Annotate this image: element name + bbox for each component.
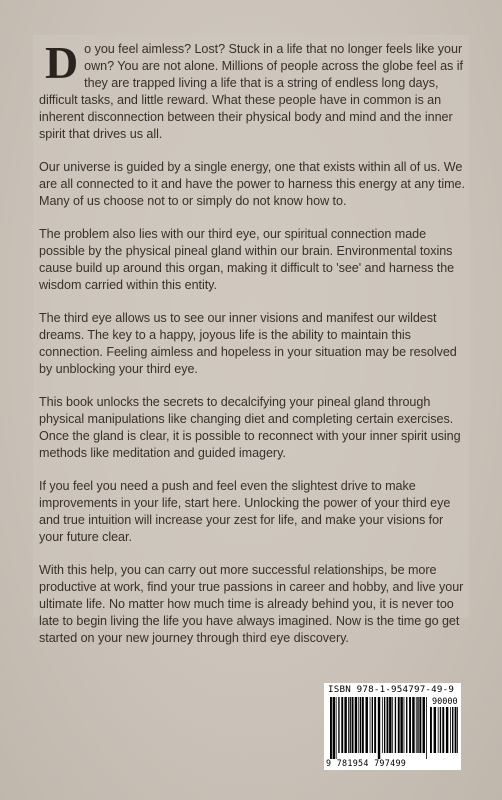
drop-cap: D <box>45 37 79 88</box>
barcode-bar <box>338 697 339 753</box>
barcode-addon-bars <box>430 707 458 759</box>
barcode-bar <box>416 697 417 753</box>
blurb-paragraph-1 <box>39 37 469 143</box>
barcode-bar <box>360 697 361 753</box>
barcode-bar <box>374 697 376 753</box>
barcode-bar <box>387 697 389 753</box>
barcode-bar <box>426 697 427 759</box>
price-code: 90000 <box>432 697 458 707</box>
barcode-bar <box>350 697 351 753</box>
barcode-bar <box>384 697 385 753</box>
isbn-label: ISBN 978-1-954797-49-9 <box>328 684 455 695</box>
barcode-bar <box>348 697 349 753</box>
barcode-bar <box>440 707 441 753</box>
barcode-bar <box>372 697 373 753</box>
barcode-bar <box>417 697 418 753</box>
barcode-bar <box>333 697 335 759</box>
barcode-bar <box>455 707 457 753</box>
blurb-paragraph-6: If you feel you need a push and feel even the slightest drive to make improvements in your life, start here. Unlocking the power of your third eye and true intuition will increase your zest for life, and make your visions for your future clear. <box>39 479 451 544</box>
barcode-bar <box>398 697 400 753</box>
blurb-paragraph-2: Our universe is guided by a single energy, one that exists within all of us. We are all connected to it and have the power to harness this energy at any time. Many of us choose not to or simply do not know how to. <box>39 160 465 208</box>
barcode-bar <box>457 707 458 753</box>
barcode-bar <box>409 697 411 753</box>
barcode-bar <box>442 707 444 753</box>
barcode-bar <box>352 697 354 753</box>
barcode-bar <box>450 707 451 753</box>
barcode-bar <box>370 697 371 753</box>
barcode-bar <box>358 697 359 753</box>
blurb-panel <box>33 35 469 645</box>
barcode-bar <box>438 707 439 753</box>
barcode-bar <box>330 697 332 759</box>
barcode-bar <box>423 697 425 753</box>
blurb-paragraph-5: This book unlocks the secrets to decalcifying your pineal gland through physical manipulations like changing diet and completing certain exercises. Once the gland is clear, it is possible to reconnect with your inner spirit using methods like meditation and guided imagery. <box>39 395 461 460</box>
blurb-paragraph-3: The problem also lies with our third eye, our spiritual connection made possible by the physical pineal gland within our brain. Environmental toxins cause build up around this organ, making it difficult to 'see' and harness the wisdom carried within this entity. <box>39 227 455 292</box>
barcode-bar <box>341 697 343 753</box>
barcode-bar <box>366 697 368 753</box>
barcode-bar <box>412 697 414 753</box>
barcode-bar <box>452 707 453 753</box>
barcode-bar <box>446 707 448 753</box>
barcode-bar <box>404 697 405 753</box>
barcode-bar <box>392 697 393 753</box>
barcode-bar <box>406 697 407 753</box>
barcode-bar <box>336 697 337 759</box>
blurb-paragraph-1-text: o you feel aimless? Lost? Stuck in a life that no longer feels like your own? You are not alone. Millions of people across the globe feel as if they are trapped living a life that is a string of endless long days, difficult tasks, and little reward. What these people have in common is an inherent disconnection between their physical body and mind and the inner spirit that drives us all. <box>39 42 463 141</box>
blurb-paragraph-7: With this help, you can carry out more successful relationships, be more productive at work, find your true passions in career and hobby, and live your ultimate life. No matter how much time is already behind you, it is never too late to begin living the life you have always imagined. Now is the time go get started on your new journey through third eye discovery. <box>39 563 464 645</box>
barcode-bar <box>382 697 383 753</box>
barcode-bar <box>344 697 346 753</box>
barcode-bar <box>389 697 391 753</box>
barcode-bar <box>400 697 402 753</box>
barcode-bar <box>434 707 436 753</box>
barcode-bar <box>355 697 357 753</box>
blurb-paragraph-4: The third eye allows us to see our inner visions and manifest our wildest dreams. The key to a happy, joyous life is the ability to maintain this connection. Feeling aimless and hopeless in your situation may be resolved by unblocking your third eye. <box>39 311 457 376</box>
barcode-bar <box>419 697 421 753</box>
barcode-bar <box>430 707 432 753</box>
barcode-bar <box>395 697 396 753</box>
barcode-bar <box>362 697 364 753</box>
barcode-bar <box>378 697 380 759</box>
isbn-barcode <box>324 683 461 770</box>
barcode-bars <box>330 697 427 759</box>
barcode-digits: 9 781954 797499 <box>326 758 407 768</box>
